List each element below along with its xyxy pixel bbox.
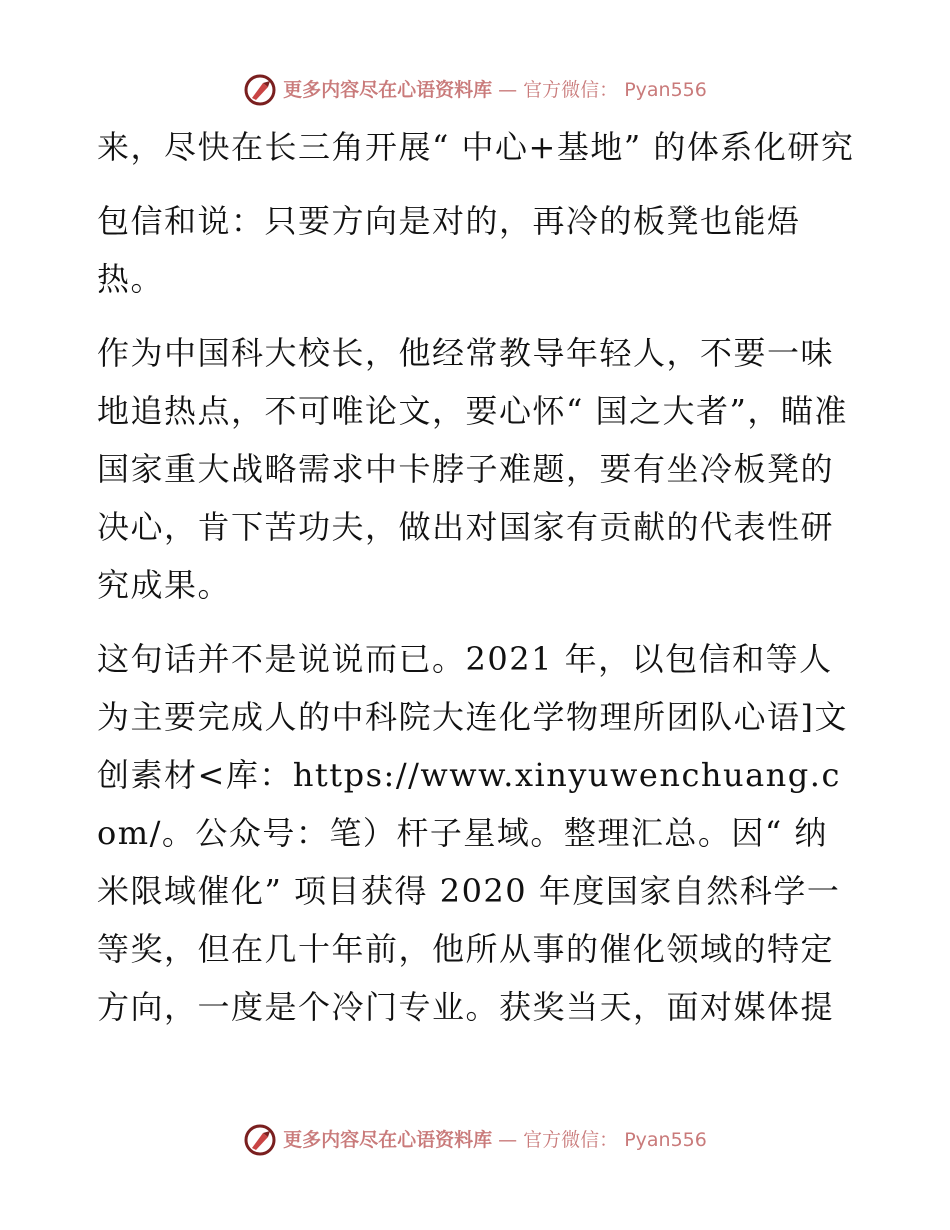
footer-dash: — [498, 1128, 518, 1151]
header-official-label: 官方微信： [523, 78, 619, 101]
paragraph-4: 这句话并不是说说而已。2021 年，以包信和等人为主要完成人的中科院大连化学物理所团队心语]文创素材<库：https://www.xinyuwenchuang.com/。公众号：笔）杆子星域。整理汇总。因“ 纳米限域催化” 项目获得 2020 年度国家自然科学一等奖，但在几十年前，他所从事的催化领域的特定方向，一度是个冷门专业。获奖当天，面对媒体提 [97, 640, 848, 1026]
pen-nib-logo-icon [243, 1123, 277, 1157]
footer-site-text: 更多内容尽在心语资料库 [283, 1128, 493, 1151]
header-site-text: 更多内容尽在心语资料库 [283, 78, 493, 101]
paragraph-3: 作为中国科大校长，他经常教导年轻人，不要一味地追热点，不可唯论文，要心怀“ 国之大者”，瞄准国家重大战略需求中卡脖子难题，要有坐冷板凳的决心，肯下苦功夫，做出对国家有贡献的代表性研究成果。 [97, 334, 848, 604]
pen-nib-logo-icon [243, 73, 277, 107]
document-body [97, 118, 857, 1052]
header-dash: — [498, 78, 518, 101]
footer-official-label: 官方微信： [523, 1128, 619, 1151]
paragraph-1: 来，尽快在长三角开展“ 中心+基地” 的体系化研究 [97, 128, 855, 166]
footer-banner [0, 1120, 950, 1160]
paragraph-2: 包信和说：只要方向是对的，再冷的板凳也能焐热。 [97, 202, 801, 298]
header-wechat-id: Pyan556 [624, 78, 707, 101]
header-banner [0, 70, 950, 110]
footer-wechat-id: Pyan556 [624, 1128, 707, 1151]
